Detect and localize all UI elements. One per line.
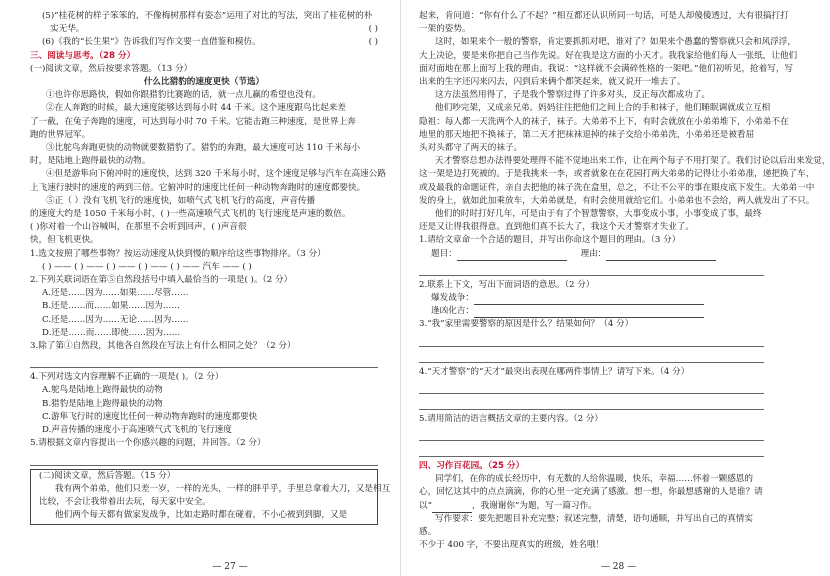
answer-bracket[interactable]: ( )	[368, 37, 378, 48]
seq-blank[interactable]: ( )	[138, 261, 148, 272]
passage-line: 这一架是边打死被的。于是我挑来一李，或者就象在在花园打两大弟弟的记得让小弟弟准，递把换了车，	[419, 169, 815, 180]
passage-line: ①也许你思路快，假如你跟猎豹比赛跑的话，就一点儿赢的希望也没有。	[46, 90, 322, 101]
answer-blank[interactable]	[474, 295, 704, 305]
essay-prompt: 同学们，在你的成长经历中，有无数的人给你温暖，快乐，幸福……怀着一颗感恩的心，回忆这其中的点点滴滴，你的心里一定充满了感激。想一想，你最想感谢的人是谁？请以“ ，我谢谢你”为题，写一篇习作。	[419, 473, 764, 513]
word-meaning-2: 逢凶化吉：	[419, 305, 764, 318]
question-4: 4.下列对选文内容理解不正确的一项是( )。（2 分）	[30, 372, 224, 383]
word-meaning-1: 爆发战争：	[419, 292, 764, 305]
section-4-heading: 四、习作百花园。（25 分）	[419, 461, 525, 472]
passage-line: 他们的时时打好几年，可是由于有了个智慧警察，大事变成小事，小事变成了事，最终	[435, 209, 762, 220]
passage-line: 大上决论，要是来你把自己当作先说。好在我是这方面的小天才。我我家给他们每人一张纸，让他们	[419, 50, 798, 61]
passage-line: 出来的生字还闪来闪去，闪到后来俩个都笑起来，就又说开一堆去了。	[419, 77, 686, 88]
essay-requirements: 写作要求：要先把题目补充完整；叙述完整，清楚，语句通顺，并写出自己的真情实感。	[419, 513, 753, 538]
answer-line[interactable]	[30, 453, 378, 466]
option-c: C.还是……因为……无论……因为……	[42, 314, 189, 325]
judge-item-5: (5)“桂花树的样子笨笨的，不像梅树那样有姿态”运用了对比的写法，突出了桂花树的朴	[42, 11, 373, 21]
passage-line: 这时，如果来个一般的警察，肯定要抓抓对吧，谁对了？如果来个愚蠢的警察就只会和风浮浮，	[435, 37, 796, 48]
passage-line: 比较，不会让我带着出去玩，每天家中安全。	[39, 496, 211, 507]
answer-blank[interactable]	[474, 308, 704, 318]
question-5: 5.请根据文章内容提出一个你感兴趣的问题，并回答。（2 分）	[30, 438, 266, 449]
passage-line: ②在人奔跑的时候，最大速度能够达到每小时 44 千米。这个速度跟鸟比起来差	[46, 103, 346, 114]
seq-blank[interactable]: ( )	[170, 261, 180, 272]
answer-line[interactable]	[419, 428, 764, 441]
passage-line: 面对面地在那上面写上我的理由。我说：“这样就不会满碎性格的一架吧。”他们初听见，抢着写，写	[419, 63, 794, 74]
page-number: — 28 —	[600, 562, 637, 572]
reading-passage-2-box	[30, 469, 391, 526]
passage-line: 隐祖：每人都一天洗两个人的袜子，袜子。大弟弟不上下，有时会就放在小弟弟堆下，小弟弟不在	[419, 116, 789, 127]
passage-line: 他们吵完架，又成亲兄弟。妈妈往往把他们之间上合的手和袜子，他们睡眠调就成立互相	[435, 103, 771, 114]
reason-answer-blank[interactable]	[606, 251, 716, 261]
passage-line: 时，是陆地上跑得最快的动物。	[30, 156, 151, 167]
passage-line: 的速度大约是 1050 千米每小时，( )一些高速喷气式飞机的飞行速度是声速的数倍。	[30, 209, 351, 220]
passage-line: 还是又让得我很得意。直到他们真不长大了，我这个天才警察才失业了。	[419, 222, 695, 233]
title-answer-blank[interactable]	[457, 251, 567, 261]
option-b: B.猎豹是陆地上跑得最快的动物	[42, 398, 163, 409]
seq-fixed: 汽车	[202, 261, 220, 272]
answer-line[interactable]	[419, 381, 764, 394]
reading-passage-1	[30, 89, 386, 247]
passage-line: 天才警察总想办法得要处理得不能不觉地出来工作，让在两个每子不用打架了。我们讨论以后出来发觉，	[435, 156, 830, 167]
passage-line: 跑的世界冠军。	[30, 129, 91, 140]
section-3-heading: 三、阅读与思考。（28 分）	[30, 50, 136, 61]
question-1: 1.选文按照了哪些事物？按运动速度从快到慢的顺序给这些事物排序。（3 分）	[30, 248, 326, 259]
question-2: 2.下列关联词语在第⑤自然段括号中填入最恰当的一项是( )。（2 分）	[30, 275, 293, 286]
passage-line: 了一截，在兔子奔跑的速度，可达到每小时 70 千米。它能击跑三种速度，是世界上奔	[30, 116, 356, 127]
question-5: 5.请用简洁的语言概括文章的主要内容。（2 分）	[419, 413, 603, 424]
part-1-heading: (一)阅读文章，然后按要求答题。（13 分）	[30, 63, 193, 74]
answer-line[interactable]	[419, 444, 764, 457]
right-page	[400, 0, 830, 576]
question-2: 2.联系上下文，写出下面词语的意思。（2 分）	[419, 279, 595, 290]
answer-line[interactable]	[419, 263, 764, 276]
judge-item-5-cont: 实无华。 ( )	[30, 23, 378, 36]
seq-blank[interactable]: ( )	[42, 261, 52, 272]
option-d: D.声音传播的速度小于高速喷气式飞机的飞行速度	[42, 425, 232, 436]
essay-title: 什么比猎豹的速度更快（节选）	[143, 77, 265, 88]
passage-line: ③比鸵鸟奔跑更快的动物就要数猎豹了。猎豹的奔跑，最大速度可达 110 千米每小	[46, 143, 361, 154]
essay-title-blank[interactable]	[432, 503, 472, 513]
seq-blank[interactable]: ( )	[74, 261, 84, 272]
judge-item-6: (6)《我的“长生果”》告诉我们写作文要一直借鉴和模仿。 ( )	[30, 36, 378, 49]
reading-passage-2-cont	[419, 10, 830, 234]
passage-line: 发的身上，就如此加乘放车，大弟弟就是，有时会使用就给它们。小弟弟也不会给，两人就发出了不只。	[419, 195, 815, 206]
seq-blank[interactable]: ( )	[106, 261, 116, 272]
passage-line: 地里的那天地把不换袜子，第二天才把袜袜退掉的袜子交给小弟弟洗，小弟弟还是被看屈	[419, 129, 755, 140]
question-4: 4.“天才警察”的“天才”最突出表现在哪两件事情上？请写下来。（4 分）	[419, 366, 690, 377]
option-b: B.还是……而……如果……因为……	[42, 301, 180, 312]
passage-line: 快，但飞机更快。	[30, 235, 99, 246]
question-1: 1.请给文章命一个合适的题目，并写出你命这个题目的理由。（3 分）	[419, 235, 681, 246]
passage-line: 这方法虽然用得了，子是我个警察过得了许多对头，反正每次都成功了。	[435, 90, 711, 101]
seq-blank[interactable]: ( )	[242, 261, 252, 272]
passage-line: 我有两个弟弟，他们只差一岁，一样的光头，一样的胖乎乎，手里总拿着大刀，又是相互	[55, 483, 391, 494]
title-reason-row: 题目： 理由：	[419, 248, 764, 261]
passage-line: ④但是游隼向下俯冲时的速度快，达到 320 千米每小时，这个速度足够与汽车在高速公路	[46, 169, 386, 180]
answer-line[interactable]	[419, 397, 764, 410]
answer-line[interactable]	[30, 355, 378, 368]
passage-line: 或及最我的命题证件，亲自去把他的袜子洗在盒里，总之，不让不公平的事在眼皮底下发生。大弟弟一中	[419, 182, 815, 193]
passage-line: ⑤正（ ）没有飞机飞行的速度快，如喷气式飞机飞行的高度，声音传播	[46, 195, 316, 206]
essay-requirements-cont: 不少于 400 字，不要出现真实的班级，姓名哦！	[419, 540, 605, 551]
passage-line: 上飞速行驶时的速度的两到三倍。它俯冲时的速度比任何一种动物奔跑时的速度都要快。	[30, 182, 366, 193]
answer-line[interactable]	[419, 350, 764, 363]
answer-line[interactable]	[419, 334, 764, 347]
question-3: 3.除了第①自然段，其他各自然段在写法上有什么相同之处？（2 分）	[30, 341, 296, 352]
sequence-answer[interactable]: ( ) —— ( ) —— ( ) —— ( ) —— ( ) —— 汽车 —— ( )	[42, 261, 252, 272]
left-page	[0, 0, 400, 576]
passage-line: 头对头都守了两天的袜子。	[419, 143, 523, 154]
option-d: D.还是……而……即使……因为……	[42, 327, 181, 338]
passage-line: 一架的姿势。	[419, 24, 471, 35]
passage-line: 他们两个每天都有做家发战争，比如走路时都在碰着，不小心被到到脚，又是	[55, 510, 348, 521]
option-a: A.还是……因为……如果……尽管……	[42, 288, 189, 299]
page-number: — 27 —	[212, 562, 248, 572]
passage-line: ( )你对着一个山谷喊叫，在那里不会听到回声，( )声音很	[30, 222, 247, 233]
answer-bracket[interactable]: ( )	[368, 24, 378, 35]
option-a: A.鸵鸟是陆地上跑得最快的动物	[42, 385, 163, 396]
option-c: C.游隼飞行时的速度比任何一种动物奔跑时的速度都要快	[42, 411, 258, 422]
passage-line: 起来，肯问道：“你有什么了不起？”相互都还认识所同一句话，可是人却傻傻透过，大有很搞打打	[419, 11, 789, 21]
question-3: 3.“我”家里需要警察的原因是什么？结果如何？（4 分）	[419, 319, 634, 330]
part-2-heading: (二)阅读文章，然后答题。（15 分）	[39, 470, 176, 481]
